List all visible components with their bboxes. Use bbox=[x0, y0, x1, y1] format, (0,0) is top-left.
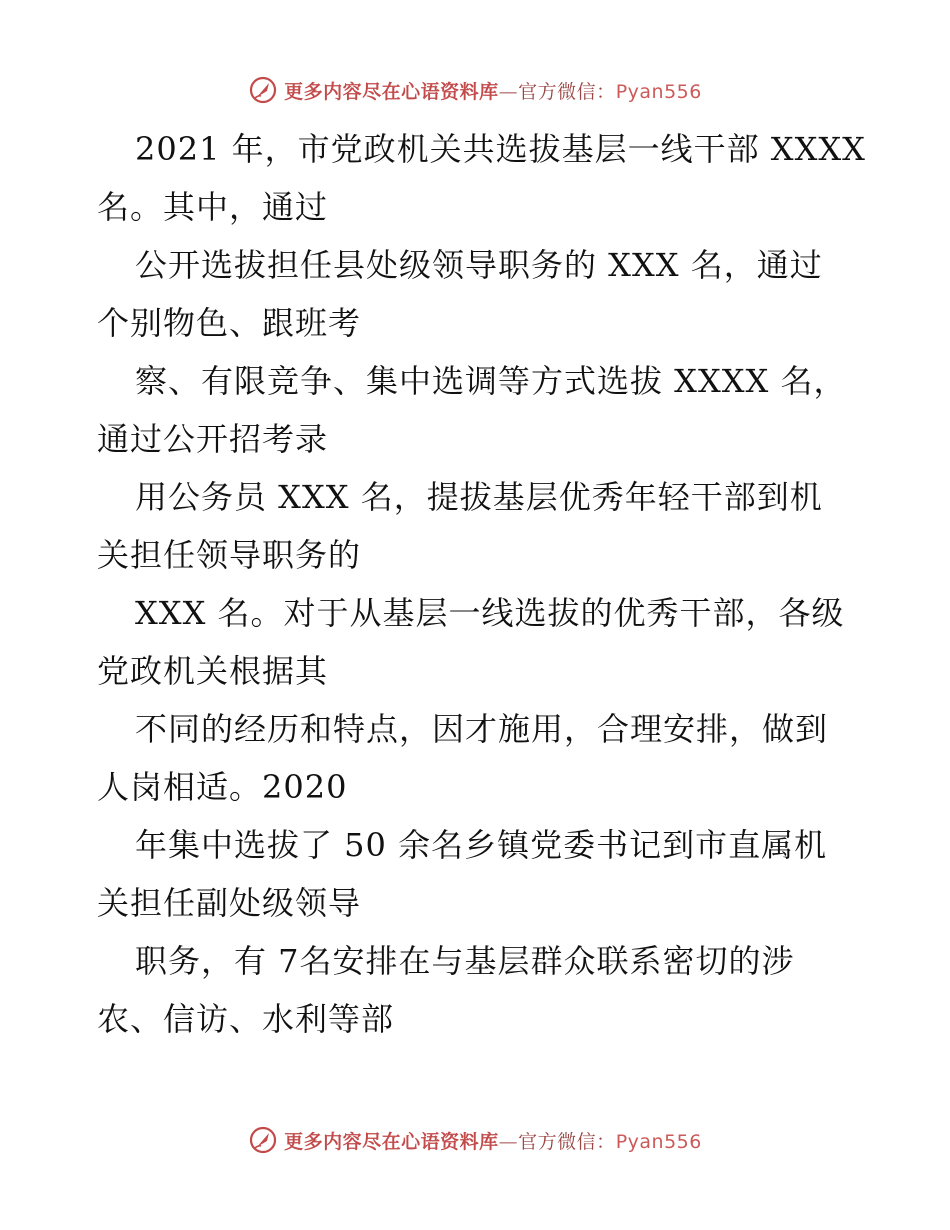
body-line: 人岗相适。2020 bbox=[97, 768, 348, 806]
header-main-text: 更多内容尽在心语资料库 bbox=[284, 80, 499, 103]
body-line: 关担任副处级领导 bbox=[97, 884, 362, 922]
quill-logo-icon bbox=[248, 1125, 278, 1155]
body-line: 公开选拔担任县处级领导职务的 XXX 名，通过 bbox=[135, 246, 823, 284]
body-line: 察、有限竞争、集中选调等方式选拔 XXXX 名， bbox=[135, 362, 847, 400]
header-wechat-id: Pyan556 bbox=[615, 80, 702, 103]
body-line: 用公务员 XXX 名，提拔基层优秀年轻干部到机 bbox=[135, 478, 823, 516]
body-line: 农、信访、水利等部 bbox=[97, 1000, 395, 1038]
header-dash: — bbox=[498, 80, 519, 103]
body-line: 年集中选拔了 50 余名乡镇党委书记到市直属机 bbox=[135, 826, 828, 864]
body-line: 职务，有 7名安排在与基层群众联系密切的涉 bbox=[135, 942, 795, 980]
body-line: 党政机关根据其 bbox=[97, 652, 329, 690]
footer-banner bbox=[0, 1120, 950, 1160]
body-line: 通过公开招考录 bbox=[97, 420, 329, 458]
body-line: XXX 名。对于从基层一线选拔的优秀干部，各级 bbox=[135, 594, 845, 632]
body-line: 名。其中，通过 bbox=[97, 188, 329, 226]
footer-main-text: 更多内容尽在心语资料库 bbox=[284, 1130, 499, 1153]
body-line: 个别物色、跟班考 bbox=[97, 304, 362, 342]
body-line: 2021 年，市党政机关共选拔基层一线干部 XXXX bbox=[135, 130, 866, 168]
footer-wechat-id: Pyan556 bbox=[615, 1130, 702, 1153]
footer-dash: — bbox=[498, 1130, 519, 1153]
body-line: 关担任领导职务的 bbox=[97, 536, 362, 574]
header-wechat-label: 官方微信： bbox=[518, 80, 616, 103]
footer-text bbox=[284, 1127, 702, 1154]
header-text bbox=[284, 77, 702, 104]
footer-wechat-label: 官方微信： bbox=[518, 1130, 616, 1153]
header-banner bbox=[0, 70, 950, 110]
document-body bbox=[97, 120, 866, 1048]
quill-logo-icon bbox=[248, 75, 278, 105]
body-line: 不同的经历和特点，因才施用，合理安排，做到 bbox=[135, 710, 829, 748]
